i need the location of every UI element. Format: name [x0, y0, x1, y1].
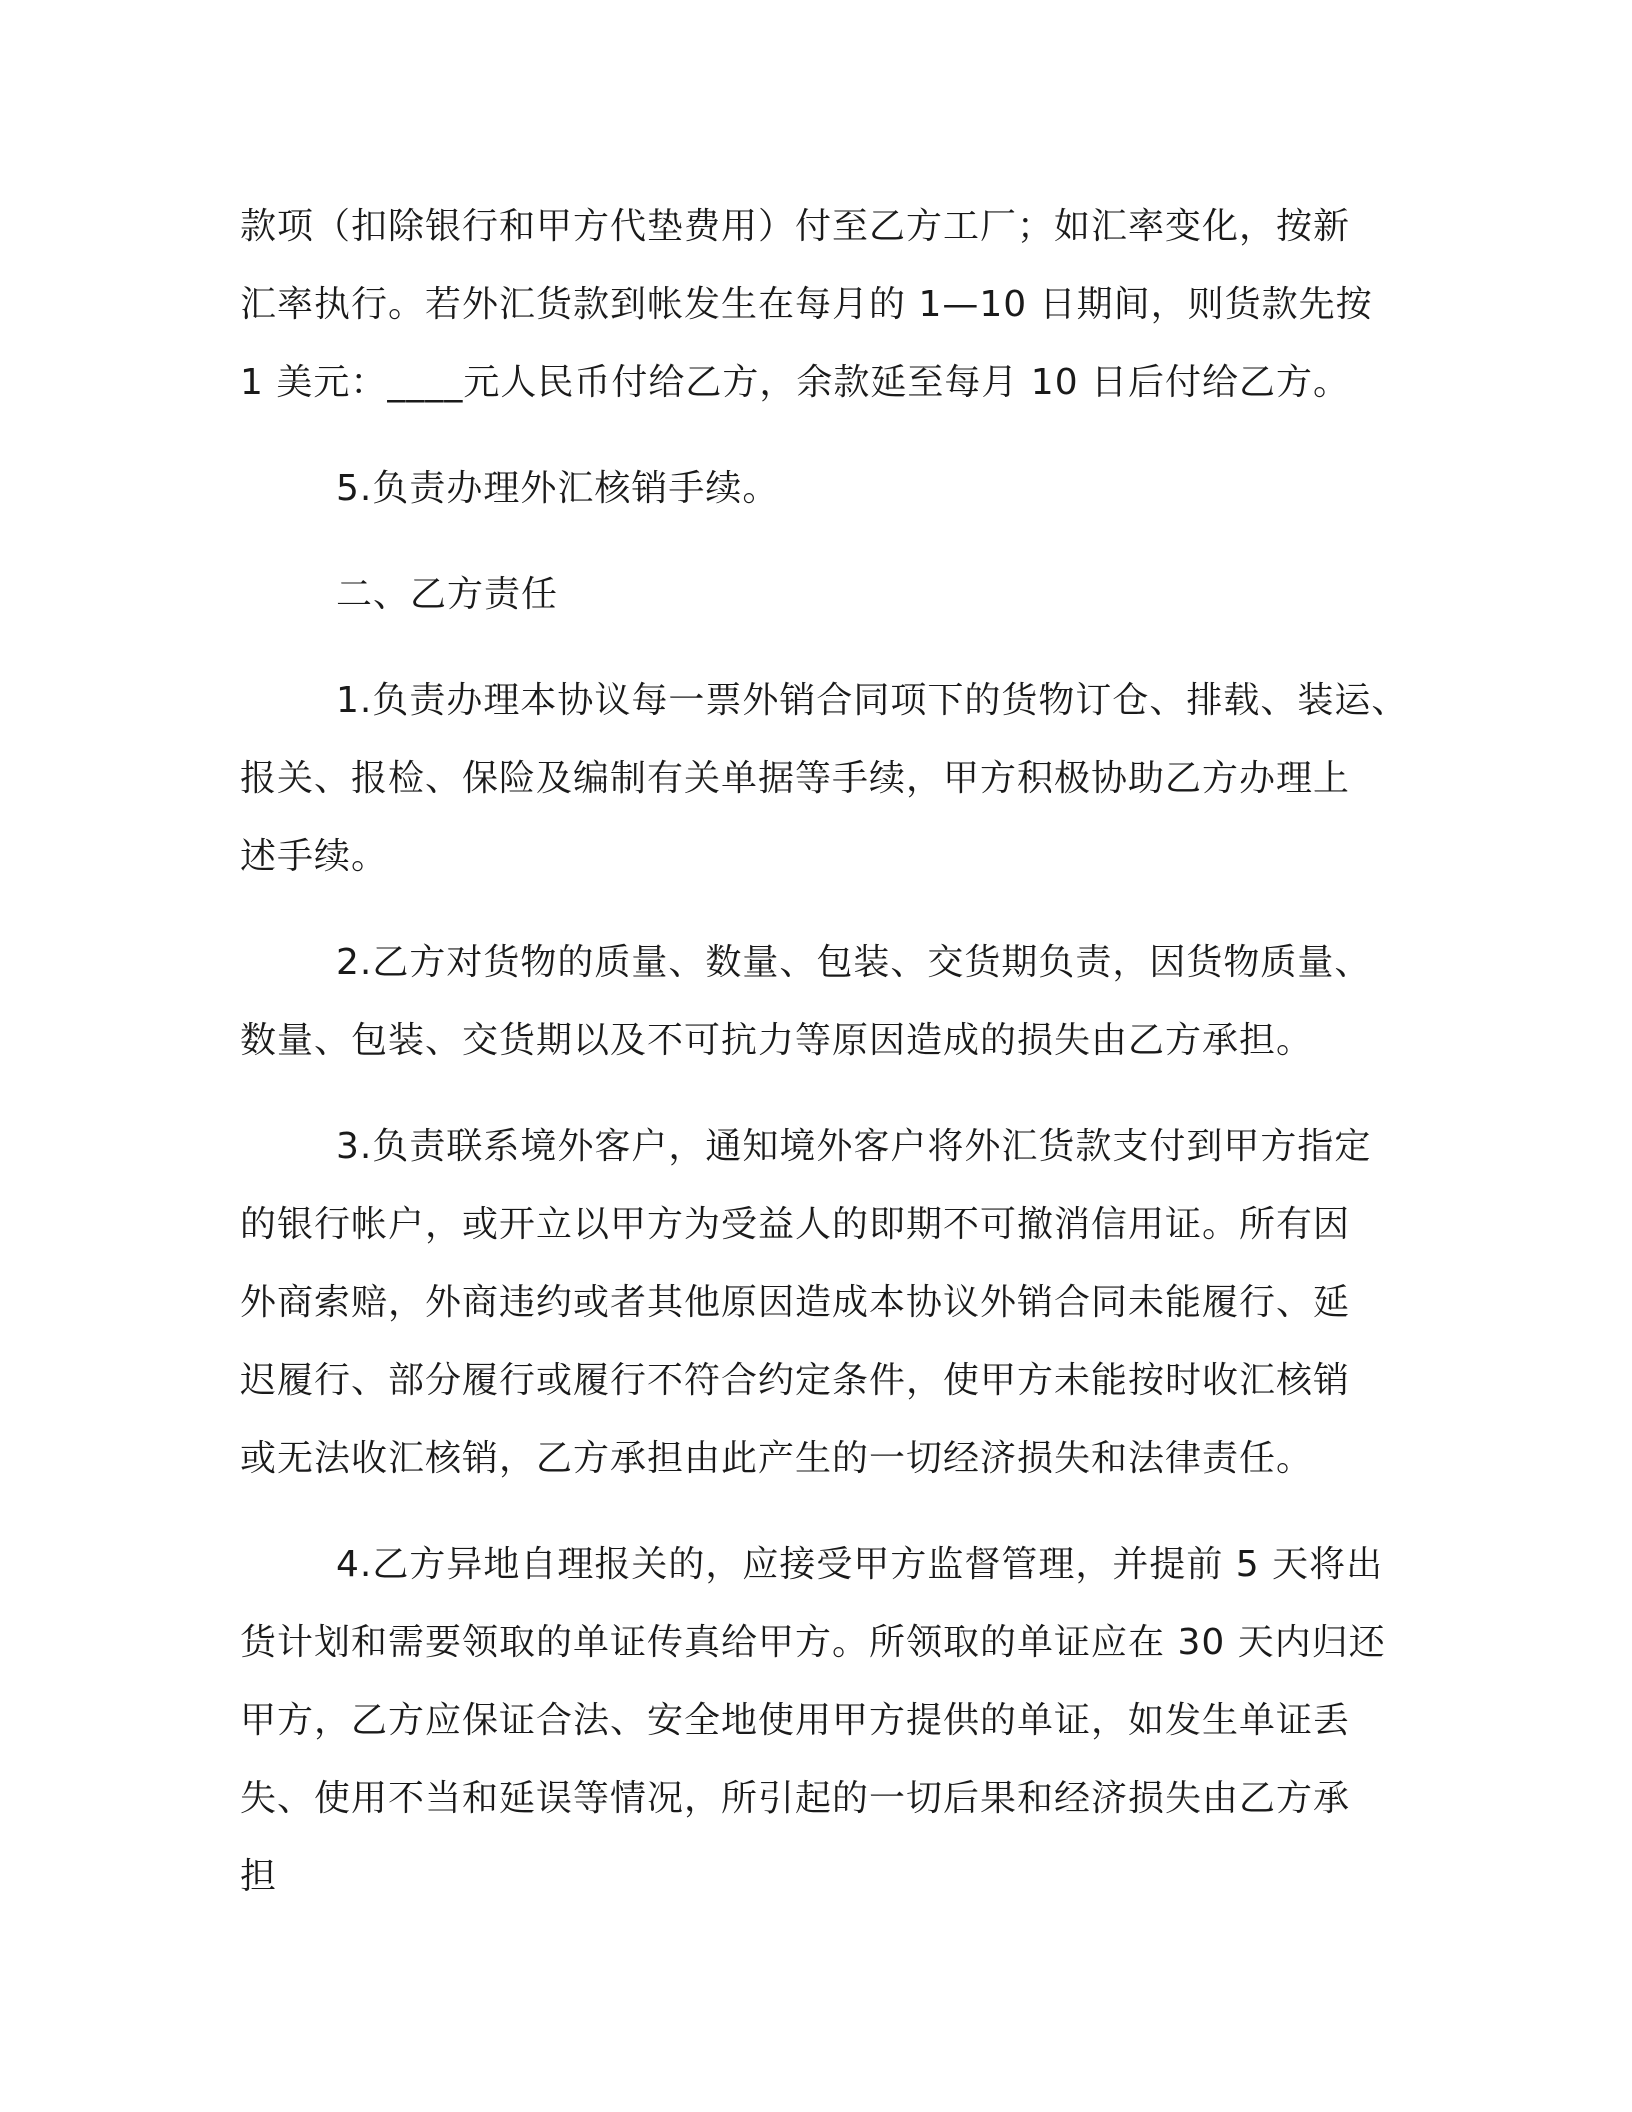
text-line: 款项（扣除银行和甲方代垫费用）付至乙方工厂；如汇率变化，按新	[240, 206, 1351, 247]
text-line: 1.负责办理本协议每一票外销合同项下的货物订仓、排载、装运、	[336, 680, 1409, 721]
text-line: 1 美元：____元人民币付给乙方，余款延至每月 10 日后付给乙方。	[240, 362, 1351, 403]
text-line: 的银行帐户，或开立以甲方为受益人的即期不可撤消信用证。所有因	[240, 1204, 1351, 1245]
text-line: 外商索赔，外商违约或者其他原因造成本协议外销合同未能履行、延	[240, 1282, 1351, 1323]
paragraph-payment-terms	[240, 188, 1410, 422]
text-line: 5.负责办理外汇核销手续。	[336, 468, 780, 509]
paragraph-item-3	[240, 1108, 1410, 1498]
text-line: 失、使用不当和延误等情况，所引起的一切后果和经济损失由乙方承	[240, 1778, 1351, 1819]
text-line: 货计划和需要领取的单证传真给甲方。所领取的单证应在 30 天内归还	[240, 1622, 1386, 1663]
paragraph-item-5	[240, 450, 1410, 528]
text-line: 或无法收汇核销，乙方承担由此产生的一切经济损失和法律责任。	[240, 1438, 1314, 1479]
text-line: 2.乙方对货物的质量、数量、包装、交货期负责，因货物质量、	[336, 942, 1372, 983]
section-heading-party-b	[240, 556, 1410, 634]
paragraph-item-1	[240, 662, 1410, 896]
text-line: 报关、报检、保险及编制有关单据等手续，甲方积极协助乙方办理上	[240, 758, 1351, 799]
document-body	[240, 188, 1410, 1916]
text-line: 述手续。	[240, 836, 389, 877]
paragraph-item-2	[240, 924, 1410, 1080]
text-line: 数量、包装、交货期以及不可抗力等原因造成的损失由乙方承担。	[240, 1020, 1314, 1061]
text-line: 4.乙方异地自理报关的，应接受甲方监督管理，并提前 5 天将出	[336, 1544, 1384, 1585]
paragraph-item-4	[240, 1526, 1410, 1916]
text-line: 汇率执行。若外汇货款到帐发生在每月的 1—10 日期间，则货款先按	[240, 284, 1373, 325]
text-line: 甲方，乙方应保证合法、安全地使用甲方提供的单证，如发生单证丢	[240, 1700, 1351, 1741]
text-line: 迟履行、部分履行或履行不符合约定条件，使甲方未能按时收汇核销	[240, 1360, 1351, 1401]
text-line: 担	[240, 1856, 278, 1897]
text-line: 3.负责联系境外客户，通知境外客户将外汇货款支付到甲方指定	[336, 1126, 1372, 1167]
section-heading-text: 二、乙方责任	[336, 574, 559, 615]
